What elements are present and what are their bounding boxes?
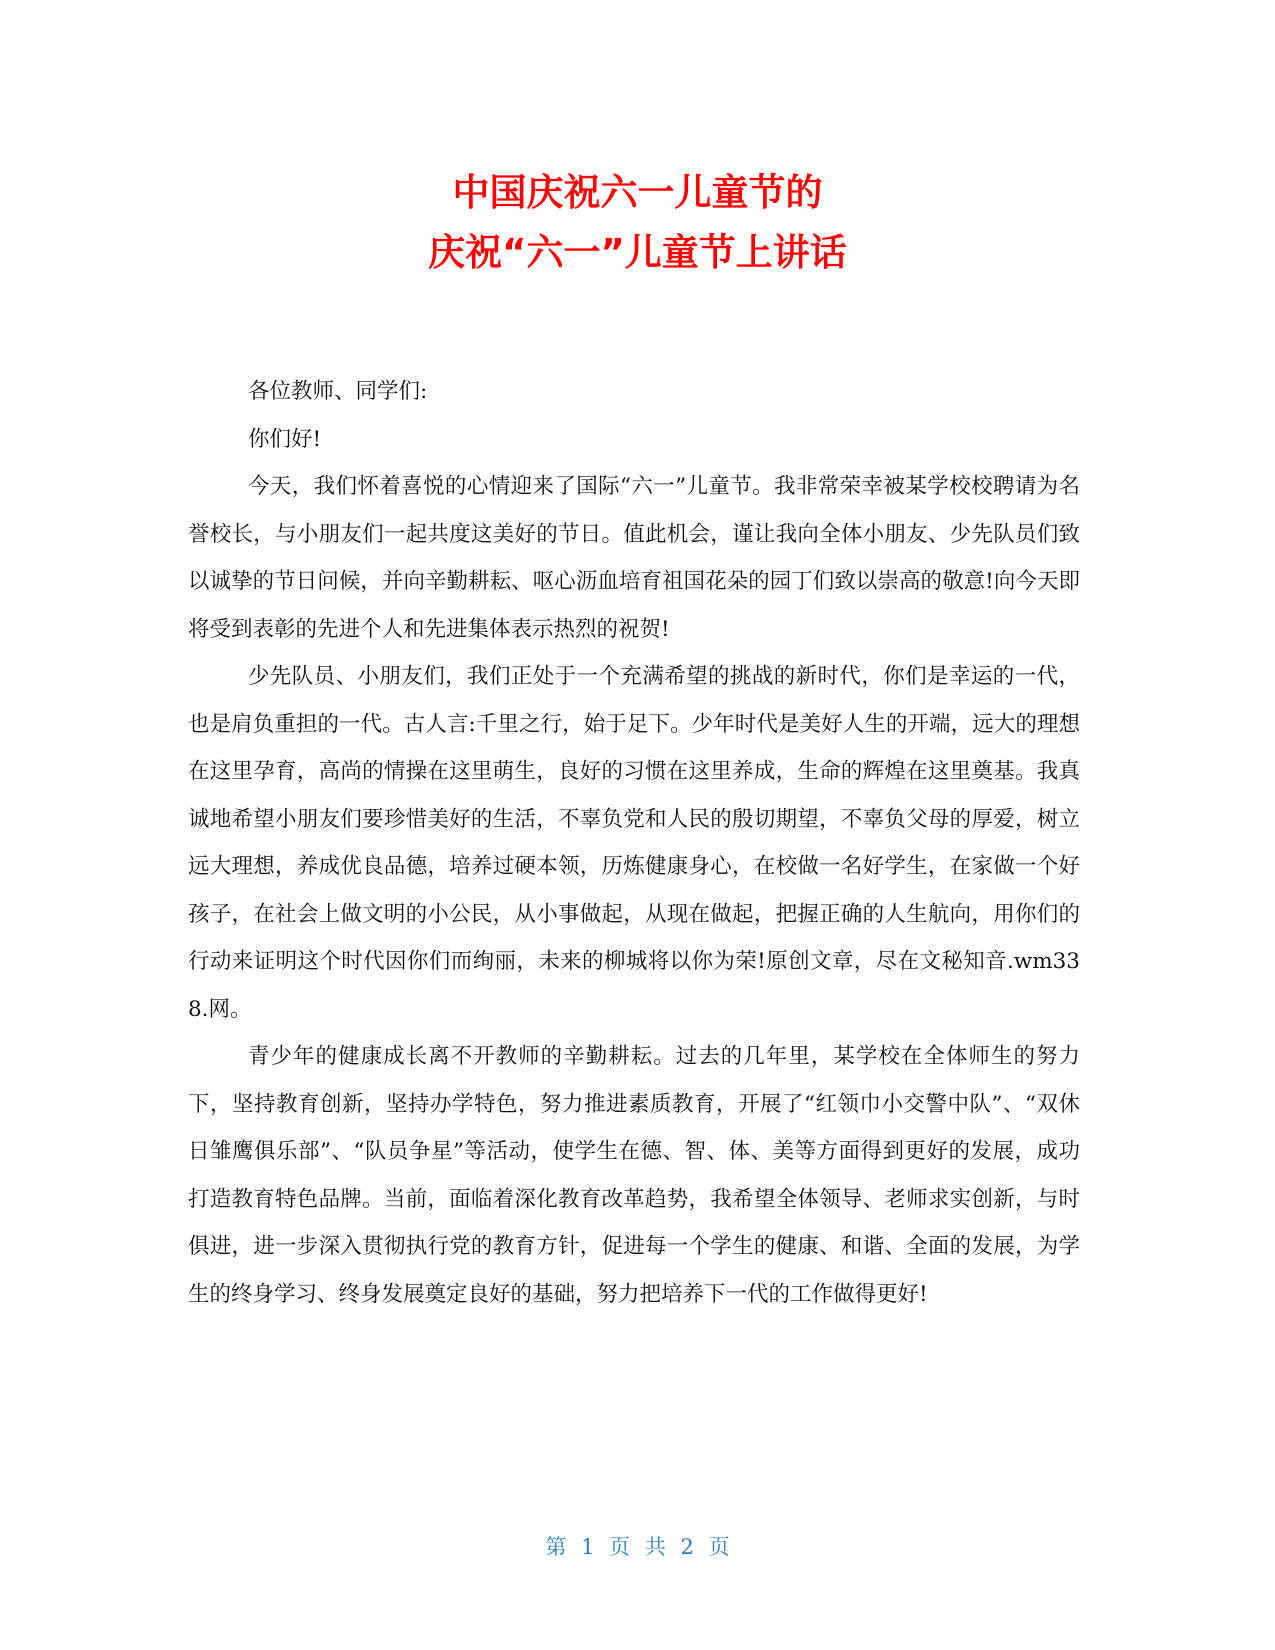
- page-footer: [0, 1531, 1275, 1561]
- footer-current-page: 1: [581, 1535, 595, 1559]
- title-line-1: 中国庆祝六一儿童节的: [452, 171, 823, 214]
- paragraph-1: 今天，我们怀着喜悦的心情迎来了国际“六一”儿童节。我非常荣幸被某学校校聘请为名誉校长，与小朋友们一起共度这美好的节日。值此机会，谨让我向全体小朋友、少先队员们致以诚挚的节日问候，并向辛勤耕耘、呕心沥血培育祖国花朵的园丁们致以崇高的敬意!向今天即将受到表彰的先进个人和先进集体表示热烈的祝贺!: [188, 474, 1080, 642]
- greeting: 你们好!: [248, 426, 322, 452]
- footer-page-prefix: 第: [545, 1535, 567, 1559]
- salutation: 各位教师、同学们:: [248, 379, 428, 404]
- title-line-2: 庆祝“六一”儿童节上讲话: [428, 231, 847, 274]
- document-title: [0, 163, 1275, 283]
- footer-total-pages: 2: [680, 1535, 694, 1559]
- paragraph-3: 青少年的健康成长离不开教师的辛勤耕耘。过去的几年里，某学校在全体师生的努力下，坚持教育创新，坚持办学特色，努力推进素质教育，开展了“红领巾小交警中队”、“双休日雏鹰俱乐部”、“队员争星”等活动，使学生在德、智、体、美等方面得到更好的发展，成功打造教育特色品牌。当前，面临着深化教育改革趋势，我希望全体领导、老师求实创新，与时俱进，进一步深入贯彻执行党的教育方针，促进每一个学生的健康、和谐、全面的发展，为学生的终身学习、终身发展奠定良好的基础，努力把培养下一代的工作做得更好!: [188, 1044, 1080, 1307]
- footer-page-word: 页: [609, 1535, 631, 1559]
- footer-page-word-end: 页: [708, 1535, 730, 1559]
- paragraph-2: 少先队员、小朋友们，我们正处于一个充满希望的挑战的新时代，你们是幸运的一代，也是肩负重担的一代。古人言:千里之行，始于足下。少年时代是美好人生的开端，远大的理想在这里孕育，高尚的情操在这里萌生，良好的习惯在这里养成，生命的辉煌在这里奠基。我真诚地希望小朋友们要珍惜美好的生活，不辜负党和人民的殷切期望，不辜负父母的厚爱，树立远大理想，养成优良品德，培养过硬本领，历炼健康身心，在校做一名好学生，在家做一个好孩子，在社会上做文明的小公民，从小事做起，从现在做起，把握正确的人生航向，用你们的行动来证明这个时代因你们而绚丽，未来的柳城将以你为荣!原创文章，尽在文秘知音.wm338.网。: [188, 664, 1080, 1022]
- document-body: [188, 368, 1080, 1318]
- footer-total-prefix: 共: [644, 1535, 666, 1559]
